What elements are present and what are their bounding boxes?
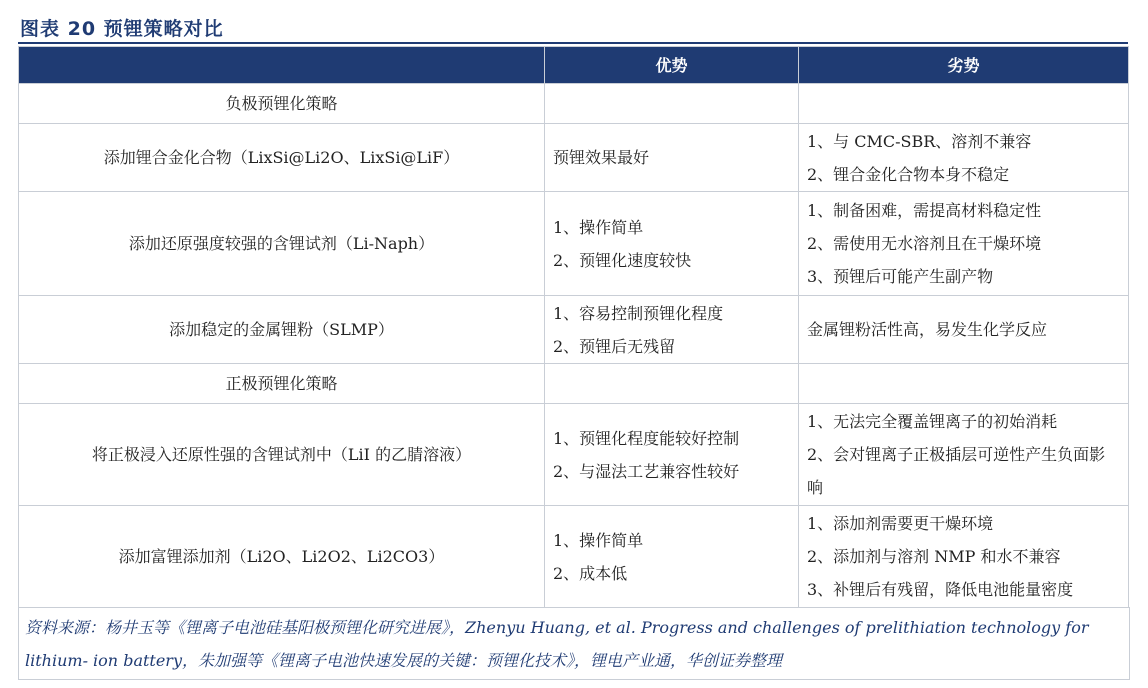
- advantage-item: 预锂效果最好: [553, 148, 650, 167]
- comparison-table: [18, 46, 1129, 608]
- header-advantages: 优势: [545, 47, 799, 84]
- advantages-cell: [545, 506, 799, 608]
- disadvantages-cell: [799, 506, 1129, 608]
- disadvantage-item: 2、会对锂离子正极插层可逆性产生负面影响: [807, 445, 1106, 497]
- section-row-cathode: [19, 364, 1129, 404]
- table-row: [19, 404, 1129, 506]
- advantage-item: 2、预锂化速度较快: [553, 250, 692, 270]
- table-row: [19, 296, 1129, 364]
- advantage-item: 2、成本低: [553, 563, 628, 583]
- strategy-cell: 将正极浸入还原性强的含锂试剂中（LiI 的乙腈溶液）: [19, 404, 545, 506]
- figure-title: 图表 20 预锂策略对比: [20, 18, 224, 40]
- figure-title-bar: [18, 8, 1128, 44]
- disadvantage-item: 1、制备困难，需提高材料稳定性: [807, 201, 1042, 220]
- section-label: 负极预锂化策略: [19, 84, 545, 124]
- disadvantage-item: 3、补锂后有残留，降低电池能量密度: [807, 580, 1074, 599]
- header-disadvantages: 劣势: [799, 47, 1129, 84]
- disadvantage-item: 1、无法完全覆盖锂离子的初始消耗: [807, 412, 1058, 431]
- section-row-anode: [19, 84, 1129, 124]
- title-divider: [18, 42, 1128, 44]
- header-strategy: [19, 47, 545, 84]
- disadvantage-item: 1、与 CMC-SBR、溶剂不兼容: [807, 131, 1032, 151]
- advantage-item: 1、预锂化程度能较好控制: [553, 428, 740, 448]
- advantage-item: 2、与湿法工艺兼容性较好: [553, 461, 740, 481]
- strategy-cell: 添加稳定的金属锂粉（SLMP）: [19, 296, 545, 364]
- advantages-cell: [545, 124, 799, 192]
- disadvantages-cell: [799, 404, 1129, 506]
- advantages-cell: [545, 192, 799, 296]
- strategy-cell: 添加锂合金化合物（LixSi@Li2O、LixSi@LiF）: [19, 124, 545, 192]
- strategy-cell: 添加还原强度较强的含锂试剂（Li-Naph）: [19, 192, 545, 296]
- source-footnote-box: [18, 607, 1130, 680]
- disadvantage-item: 3、预锂后可能产生副产物: [807, 267, 994, 286]
- table-row: [19, 192, 1129, 296]
- advantage-item: 2、预锂后无残留: [553, 336, 676, 356]
- disadvantages-cell: [799, 124, 1129, 192]
- table-header-row: [19, 47, 1129, 84]
- advantage-item: 1、容易控制预锂化程度: [553, 303, 724, 323]
- advantages-cell: [545, 296, 799, 364]
- table-row: [19, 506, 1129, 608]
- disadvantage-item: 2、锂合金化合物本身不稳定: [807, 164, 1010, 184]
- advantage-item: 1、操作简单: [553, 530, 644, 550]
- disadvantage-item: 2、需使用无水溶剂且在干燥环境: [807, 234, 1042, 253]
- advantage-item: 1、操作简单: [553, 217, 644, 237]
- disadvantage-item: 1、添加剂需要更干燥环境: [807, 514, 994, 533]
- source-note: 资料来源：杨井玉等《锂离子电池硅基阳极预锂化研究进展》，Zhenyu Huang, et al. Progress and challenges of prelithiation technology for lithium‐ ion battery，朱加强等《锂离子电池快速发展的关键：预锂化技术》，锂电产业通，华创证券整理: [25, 618, 1089, 670]
- disadvantage-item: 金属锂粉活性高，易发生化学反应: [807, 320, 1048, 339]
- strategy-cell: 添加富锂添加剂（Li2O、Li2O2、Li2CO3）: [19, 506, 545, 608]
- section-label: 正极预锂化策略: [19, 364, 545, 404]
- disadvantages-cell: [799, 192, 1129, 296]
- disadvantages-cell: [799, 296, 1129, 364]
- disadvantage-item: 2、添加剂与溶剂 NMP 和水不兼容: [807, 547, 1061, 566]
- table-row: [19, 124, 1129, 192]
- advantages-cell: [545, 404, 799, 506]
